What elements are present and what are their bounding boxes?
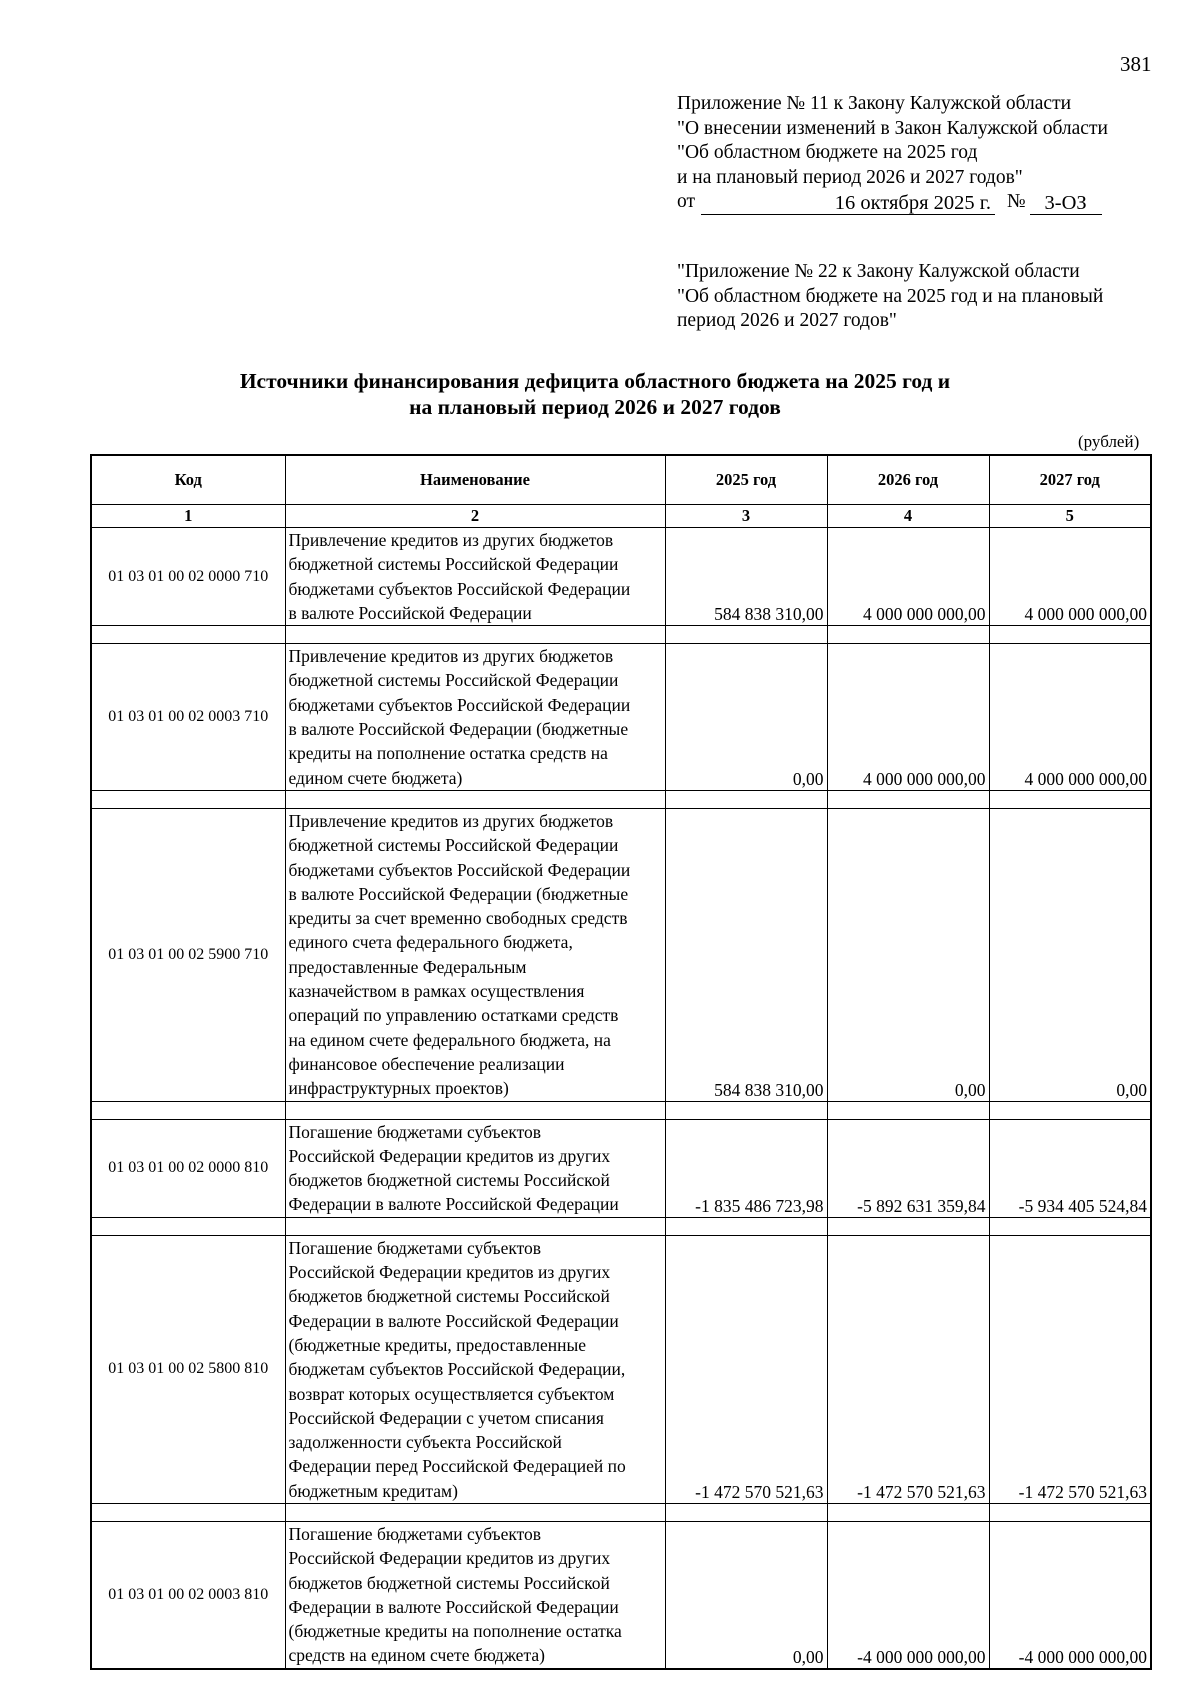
- table-row: [91, 528, 1151, 626]
- appendix-ref-line: период 2026 и 2027 годов": [677, 310, 897, 331]
- header-2025: 2025 год: [665, 455, 827, 505]
- row-code: 01 03 01 00 02 5900 710: [91, 808, 285, 1101]
- name-line: казначейством в рамках осуществления: [288, 981, 585, 1002]
- header-name: Наименование: [285, 455, 665, 505]
- header-2026: 2026 год: [827, 455, 989, 505]
- name-line: Российской Федерации кредитов из других: [288, 1262, 611, 1283]
- name-line: кредиты за счет временно свободных средств: [288, 908, 628, 929]
- name-line: Погашение бюджетами субъектов: [288, 1237, 542, 1258]
- name-line: Российской Федерации кредитов из других: [288, 1548, 611, 1569]
- name-line: Привлечение кредитов из других бюджетов: [288, 646, 614, 667]
- appendix-ref-line: "Приложение № 22 к Закону Калужской области: [677, 261, 1080, 282]
- appendix-ref-line: "Об областном бюджете на 2025 год и на плановый: [677, 285, 1104, 307]
- name-line: бюджетами субъектов Российской Федерации: [288, 578, 631, 599]
- amount-2027: 4 000 000 000,00: [989, 528, 1151, 626]
- name-line: (бюджетные кредиты на пополнение остатка: [288, 1621, 622, 1642]
- name-line: (бюджетные кредиты, предоставленные: [288, 1334, 586, 1355]
- amount-2027: -4 000 000 000,00: [989, 1521, 1151, 1668]
- amount-2025: -1 835 486 723,98: [665, 1119, 827, 1217]
- appendix-header: [677, 92, 1177, 215]
- name-line: Российской Федерации с учетом списания: [288, 1407, 604, 1428]
- amount-2025: 584 838 310,00: [665, 808, 827, 1101]
- name-line: в валюте Российской Федерации (бюджетные: [288, 719, 629, 740]
- name-line: Федерации перед Российской Федерацией по: [288, 1456, 626, 1477]
- spacer-row: [91, 626, 1151, 644]
- name-line: Федерации в валюте Российской Федерации: [288, 1596, 619, 1617]
- name-line: бюджетной системы Российской Федерации: [288, 670, 619, 691]
- table-body: [91, 528, 1151, 1669]
- row-code: 01 03 01 00 02 0003 810: [91, 1521, 285, 1668]
- column-number: 2: [285, 505, 665, 528]
- amount-2026: 4 000 000 000,00: [827, 528, 989, 626]
- name-line: бюджетной системы Российской Федерации: [288, 554, 619, 575]
- header-code: Код: [91, 455, 285, 505]
- amount-2026: -1 472 570 521,63: [827, 1235, 989, 1503]
- row-name: [285, 1235, 665, 1503]
- amount-2026: -5 892 631 359,84: [827, 1119, 989, 1217]
- column-number-row: [91, 505, 1151, 528]
- name-line: кредиты на пополнение остатка средств на: [288, 743, 608, 764]
- name-line: бюджетов бюджетной системы Российской: [288, 1572, 610, 1593]
- column-number: 4: [827, 505, 989, 528]
- page-number: 381: [1120, 52, 1152, 76]
- row-code: 01 03 01 00 02 5800 810: [91, 1235, 285, 1503]
- spacer-row: [91, 1503, 1151, 1521]
- amount-2025: 584 838 310,00: [665, 528, 827, 626]
- name-line: предоставленные Федеральным: [288, 956, 527, 977]
- from-label: от: [677, 191, 696, 212]
- column-number: 3: [665, 505, 827, 528]
- name-line: бюджетов бюджетной системы Российской: [288, 1170, 610, 1191]
- units-label: (рублей): [1078, 432, 1140, 451]
- amount-2026: 0,00: [827, 808, 989, 1101]
- row-code: 01 03 01 00 02 0000 710: [91, 528, 285, 626]
- amount-2025: 0,00: [665, 644, 827, 791]
- header-2027: 2027 год: [989, 455, 1151, 505]
- name-line: Федерации в валюте Российской Федерации: [288, 1194, 619, 1215]
- name-line: Российской Федерации кредитов из других: [288, 1145, 611, 1166]
- name-line: бюджетам субъектов Российской Федерации,: [288, 1359, 626, 1380]
- appendix-header-line: Приложение № 11 к Закону Калужской области: [677, 93, 1072, 114]
- name-line: Привлечение кредитов из других бюджетов: [288, 530, 614, 550]
- name-line: на едином счете федерального бюджета, на: [288, 1029, 611, 1050]
- spacer-row: [91, 1217, 1151, 1235]
- name-line: средств на едином счете бюджета): [288, 1645, 545, 1666]
- law-number: 3-ОЗ: [1030, 192, 1102, 215]
- table-row: [91, 1119, 1151, 1217]
- name-line: Привлечение кредитов из других бюджетов: [288, 810, 614, 831]
- name-line: бюджетной системы Российской Федерации: [288, 835, 619, 856]
- spacer-row: [91, 790, 1151, 808]
- name-line: бюджетов бюджетной системы Российской: [288, 1286, 610, 1307]
- amount-2027: 4 000 000 000,00: [989, 644, 1151, 791]
- name-line: операций по управлению остатками средств: [288, 1005, 619, 1026]
- name-line: Погашение бюджетами субъектов: [288, 1121, 542, 1142]
- amount-2027: -1 472 570 521,63: [989, 1235, 1151, 1503]
- name-line: единого счета федерального бюджета,: [288, 932, 573, 953]
- spacer-row: [91, 1101, 1151, 1119]
- column-number: 1: [91, 505, 285, 528]
- document-title: [150, 368, 1040, 420]
- amount-2026: 4 000 000 000,00: [827, 644, 989, 791]
- number-label: №: [1007, 191, 1026, 212]
- name-line: возврат которых осуществляется субъектом: [288, 1383, 615, 1404]
- law-date-line: [677, 190, 1177, 215]
- appendix-header-line: "Об областном бюджете на 2025 год: [677, 142, 978, 163]
- row-code: 01 03 01 00 02 0000 810: [91, 1119, 285, 1217]
- name-line: бюджетами субъектов Российской Федерации: [288, 859, 631, 880]
- name-line: инфраструктурных проектов): [288, 1078, 509, 1099]
- row-name: [285, 1521, 665, 1668]
- appendix-reference: [677, 260, 1177, 334]
- name-line: бюджетным кредитам): [288, 1480, 458, 1501]
- row-name: [285, 1119, 665, 1217]
- appendix-header-line: "О внесении изменений в Закон Калужской области: [677, 117, 1108, 139]
- row-name: [285, 644, 665, 791]
- name-line: задолженности субъекта Российской: [288, 1432, 562, 1453]
- amount-2025: -1 472 570 521,63: [665, 1235, 827, 1503]
- row-name: [285, 528, 665, 626]
- budget-sources-table: [90, 454, 1152, 1670]
- table-row: [91, 1521, 1151, 1668]
- row-code: 01 03 01 00 02 0003 710: [91, 644, 285, 791]
- amount-2027: -5 934 405 524,84: [989, 1119, 1151, 1217]
- law-date: 16 октября 2025 г.: [701, 192, 995, 215]
- title-line-1: Источники финансирования дефицита областного бюджета на 2025 год и: [239, 369, 951, 393]
- name-line: Федерации в валюте Российской Федерации: [288, 1310, 619, 1331]
- table-row: [91, 1235, 1151, 1503]
- name-line: едином счете бюджета): [288, 767, 463, 788]
- row-name: [285, 808, 665, 1101]
- column-number: 5: [989, 505, 1151, 528]
- name-line: бюджетами субъектов Российской Федерации: [288, 694, 631, 715]
- table-header-row: [91, 455, 1151, 505]
- appendix-header-line: и на плановый период 2026 и 2027 годов": [677, 166, 1023, 188]
- amount-2026: -4 000 000 000,00: [827, 1521, 989, 1668]
- name-line: Погашение бюджетами субъектов: [288, 1523, 542, 1544]
- amount-2025: 0,00: [665, 1521, 827, 1668]
- table-row: [91, 808, 1151, 1101]
- name-line: в валюте Российской Федерации: [288, 602, 532, 623]
- amount-2027: 0,00: [989, 808, 1151, 1101]
- name-line: в валюте Российской Федерации (бюджетные: [288, 883, 629, 904]
- name-line: финансовое обеспечение реализации: [288, 1053, 565, 1074]
- table-row: [91, 644, 1151, 791]
- title-line-2: на плановый период 2026 и 2027 годов: [409, 395, 781, 419]
